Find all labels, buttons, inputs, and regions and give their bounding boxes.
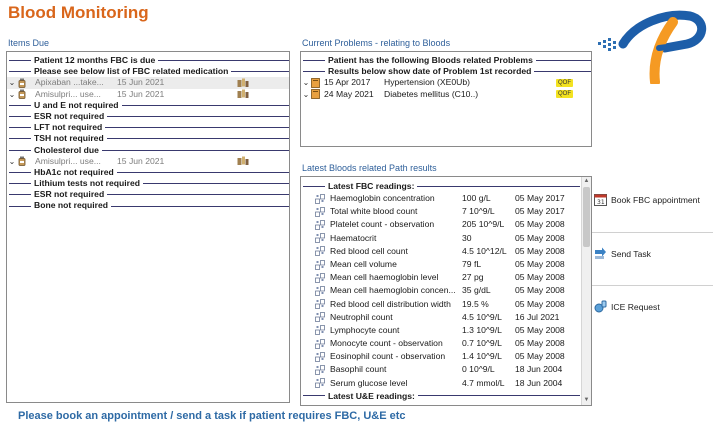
book-fbc-button[interactable] bbox=[594, 193, 700, 206]
svg-text:31: 31 bbox=[597, 199, 605, 206]
blood-test-value: 0.7 10^9/L bbox=[462, 338, 502, 349]
blood-test-date: 05 May 2008 bbox=[515, 245, 565, 256]
chevron-down-icon[interactable]: ⌄ bbox=[8, 156, 16, 166]
blood-test-date: 05 May 2017 bbox=[515, 193, 565, 203]
blood-test-value: 1.4 10^9/L bbox=[462, 351, 502, 362]
lab-result-icon bbox=[315, 194, 325, 204]
lab-result-icon bbox=[315, 378, 325, 388]
action-divider bbox=[592, 285, 713, 286]
qof-badge: QOF bbox=[558, 91, 571, 98]
lab-result-icon bbox=[315, 260, 325, 270]
blood-test-date: 05 May 2008 bbox=[515, 324, 565, 335]
blood-test-value: 4.5 10^9/L bbox=[462, 311, 502, 322]
items-due-label: Items Due bbox=[8, 38, 50, 48]
lab-result-icon bbox=[315, 312, 325, 322]
blood-test-value: 205 10^9/L bbox=[462, 219, 505, 230]
calendar-icon bbox=[594, 193, 607, 206]
blood-test-date: 05 May 2008 bbox=[515, 338, 565, 349]
medication-detail-icon bbox=[237, 89, 249, 99]
lab-result-icon bbox=[315, 273, 325, 283]
medication-row[interactable] bbox=[7, 156, 289, 167]
blood-test-value: 79 fL bbox=[462, 258, 482, 269]
blood-test-date: 05 May 2008 bbox=[515, 219, 565, 230]
lab-result-icon bbox=[315, 286, 325, 296]
lab-result-icon bbox=[315, 365, 325, 375]
medication-name: Apixaban ...take... bbox=[35, 77, 104, 88]
blood-test-value: 1.3 10^9/L bbox=[462, 324, 502, 335]
bloods-label: Latest Bloods related Path results bbox=[302, 163, 437, 173]
blood-test-date: 05 May 2008 bbox=[515, 351, 565, 362]
problem-record-icon bbox=[311, 78, 320, 88]
blood-test-value: 7 10^9/L bbox=[462, 206, 495, 217]
blood-test-value: 4.5 10^12/L bbox=[462, 245, 507, 256]
problem-record-icon bbox=[311, 89, 320, 99]
lab-result-icon bbox=[315, 246, 325, 256]
items-due-header-row: ESR not required bbox=[7, 189, 289, 200]
blood-test-value: 4.7 mmol/L bbox=[462, 377, 505, 388]
items-due-header-row: Please see below list of FBC related medication bbox=[7, 66, 289, 77]
blood-result-row[interactable] bbox=[301, 192, 580, 205]
medication-bottle-icon bbox=[17, 78, 27, 88]
blood-result-row[interactable] bbox=[301, 350, 580, 363]
blood-test-value: 100 g/L bbox=[462, 193, 491, 203]
qof-badge: QOF bbox=[558, 79, 571, 86]
lab-result-icon bbox=[315, 233, 325, 243]
blood-test-value: 35 g/dL bbox=[462, 285, 491, 296]
book-fbc-label: Book FBC appointment bbox=[611, 194, 700, 205]
blood-test-name: Haemoglobin concentration bbox=[330, 193, 435, 203]
blood-result-row[interactable] bbox=[301, 245, 580, 258]
blood-test-value: 30 bbox=[462, 232, 472, 243]
blood-result-row[interactable] bbox=[301, 258, 580, 271]
medication-name: Amisulpri... use... bbox=[35, 155, 101, 166]
bloods-scrollbar[interactable] bbox=[581, 177, 591, 405]
chevron-down-icon[interactable]: ⌄ bbox=[8, 78, 16, 88]
ice-request-icon bbox=[594, 300, 607, 313]
blood-result-row[interactable] bbox=[301, 205, 580, 218]
lab-result-icon bbox=[315, 339, 325, 349]
blood-result-row[interactable] bbox=[301, 363, 580, 376]
bloods-group-ue: Latest U&E readings: bbox=[301, 390, 580, 402]
chevron-down-icon[interactable]: ⌄ bbox=[8, 89, 16, 99]
medication-date: 15 Jun 2021 bbox=[117, 88, 165, 99]
blood-test-name: Total white blood count bbox=[330, 206, 418, 217]
blood-result-row[interactable] bbox=[301, 377, 580, 390]
lab-result-icon bbox=[315, 207, 325, 217]
ice-request-label: ICE Request bbox=[611, 301, 660, 312]
blood-test-name: Platelet count - observation bbox=[330, 219, 435, 230]
blood-result-row[interactable] bbox=[301, 218, 580, 231]
problems-header-2: Results below show date of Problem 1st recorded bbox=[301, 66, 591, 77]
send-task-button[interactable] bbox=[594, 247, 651, 260]
medication-row[interactable] bbox=[7, 89, 289, 100]
problem-date: 15 Apr 2017 bbox=[324, 77, 371, 88]
blood-test-date: 05 May 2008 bbox=[515, 272, 565, 283]
blood-test-name: Eosinophil count - observation bbox=[330, 351, 446, 362]
blood-test-name: Red blood cell count bbox=[330, 245, 408, 256]
items-due-header-row: HbA1c not required bbox=[7, 167, 289, 178]
blood-result-row[interactable] bbox=[301, 232, 580, 245]
medication-name: Amisulpri... use... bbox=[35, 88, 101, 99]
blood-result-row[interactable] bbox=[301, 271, 580, 284]
blood-test-date: 05 May 2008 bbox=[515, 232, 565, 243]
blood-test-date: 05 May 2008 bbox=[515, 258, 565, 269]
problems-label: Current Problems - relating to Bloods bbox=[302, 38, 451, 48]
problems-header-1: Patient has the following Bloods related Problems bbox=[301, 55, 591, 66]
blood-result-row[interactable] bbox=[301, 337, 580, 350]
blood-test-name: Mean cell haemoglobin concen... bbox=[330, 285, 456, 296]
blood-result-row[interactable] bbox=[301, 324, 580, 337]
items-due-header-row: U and E not required bbox=[7, 100, 289, 111]
blood-test-name: Lymphocyte count bbox=[330, 324, 400, 335]
blood-test-value: 27 pg bbox=[462, 272, 484, 283]
blood-test-date: 05 May 2017 bbox=[515, 206, 565, 217]
lab-result-icon bbox=[315, 299, 325, 309]
items-due-panel[interactable] bbox=[6, 51, 290, 403]
items-due-header-row: Patient 12 months FBC is due bbox=[7, 55, 289, 66]
problem-row[interactable] bbox=[301, 77, 591, 88]
app-title: Blood Monitoring bbox=[8, 3, 149, 22]
items-due-header-row: Bone not required bbox=[7, 200, 289, 211]
medication-detail-icon bbox=[237, 78, 249, 88]
bloods-group-fbc: Latest FBC readings: bbox=[301, 180, 580, 192]
brand-logo-icon bbox=[595, 4, 710, 84]
scroll-up-icon[interactable]: ▲ bbox=[583, 178, 590, 184]
lab-result-icon bbox=[315, 352, 325, 362]
blood-test-value: 0 10^9/L bbox=[462, 364, 495, 375]
medication-bottle-icon bbox=[17, 156, 27, 166]
task-arrow-icon bbox=[594, 247, 607, 260]
footer-note: Please book an appointment / send a task if patient requires FBC, U&E etc bbox=[18, 410, 406, 422]
items-due-header-row: Lithium tests not required bbox=[7, 178, 289, 189]
scroll-down-icon[interactable]: ▼ bbox=[583, 397, 590, 403]
blood-test-value: 19.5 % bbox=[462, 298, 489, 309]
blood-test-date: 05 May 2008 bbox=[515, 285, 565, 296]
blood-test-name: Neutrophil count bbox=[330, 311, 393, 322]
medication-detail-icon bbox=[237, 156, 249, 166]
problem-name: Diabetes mellitus (C10..) bbox=[384, 88, 479, 99]
medication-bottle-icon bbox=[17, 89, 27, 99]
send-task-label: Send Task bbox=[611, 248, 651, 259]
chevron-down-icon[interactable]: ⌄ bbox=[302, 78, 310, 88]
problem-row[interactable] bbox=[301, 89, 591, 100]
problem-date: 24 May 2021 bbox=[324, 88, 374, 99]
blood-test-date: 16 Jul 2021 bbox=[515, 311, 560, 322]
lab-result-icon bbox=[315, 325, 325, 335]
blood-result-row[interactable] bbox=[301, 298, 580, 311]
blood-result-row[interactable] bbox=[301, 311, 580, 324]
medication-date: 15 Jun 2021 bbox=[117, 155, 165, 166]
blood-test-name: Mean cell volume bbox=[330, 258, 397, 269]
blood-test-name: Basophil count bbox=[330, 364, 387, 375]
lab-result-icon bbox=[315, 220, 325, 230]
items-due-header-row: LFT not required bbox=[7, 122, 289, 133]
blood-test-name: Red blood cell distribution width bbox=[330, 298, 451, 309]
items-due-header-row: TSH not required bbox=[7, 133, 289, 144]
action-divider bbox=[592, 232, 713, 233]
problems-panel[interactable] bbox=[300, 51, 592, 147]
medication-row[interactable] bbox=[7, 77, 289, 88]
problem-name: Hypertension (XE0Ub) bbox=[384, 77, 470, 88]
blood-test-name: Mean cell haemoglobin level bbox=[330, 272, 439, 283]
items-due-header-row: ESR not required bbox=[7, 111, 289, 122]
bloods-panel[interactable] bbox=[300, 176, 592, 406]
medication-date: 15 Jun 2021 bbox=[117, 77, 165, 88]
items-due-header-row: Cholesterol due bbox=[7, 145, 289, 156]
blood-test-name: Haematocrit bbox=[330, 232, 377, 243]
blood-result-row[interactable] bbox=[301, 284, 580, 297]
scroll-thumb[interactable] bbox=[583, 187, 590, 247]
ice-request-button[interactable] bbox=[594, 300, 660, 313]
blood-test-date: 18 Jun 2004 bbox=[515, 364, 563, 375]
blood-test-name: Serum glucose level bbox=[330, 377, 408, 388]
blood-test-name: Monocyte count - observation bbox=[330, 338, 443, 349]
blood-test-date: 18 Jun 2004 bbox=[515, 377, 563, 388]
blood-test-date: 05 May 2008 bbox=[515, 298, 565, 309]
chevron-down-icon[interactable]: ⌄ bbox=[302, 89, 310, 99]
